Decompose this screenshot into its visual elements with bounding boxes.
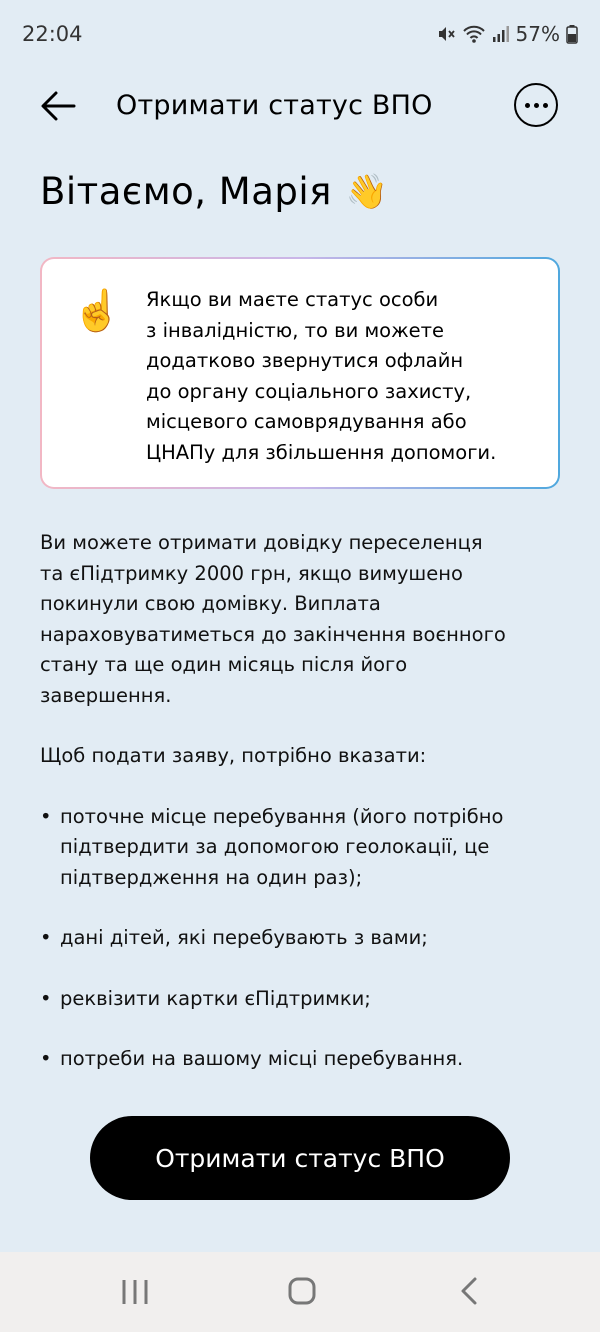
bullet-icon: • bbox=[40, 926, 52, 949]
back-icon[interactable] bbox=[450, 1274, 490, 1310]
status-time: 22:04 bbox=[22, 22, 83, 46]
more-horizontal-icon[interactable] bbox=[514, 83, 558, 127]
list-item: • поточне місце перебування (його потрібно підтвердити за допомогою геолокації, це підтвердження на один раз); bbox=[40, 802, 560, 894]
battery-icon bbox=[566, 24, 578, 44]
home-icon[interactable] bbox=[282, 1274, 322, 1310]
list-title: Щоб подати заяву, потрібно вказати: bbox=[40, 744, 427, 767]
bullet-icon: • bbox=[40, 986, 52, 1010]
list-item: • дані дітей, які перебувають з вами; bbox=[40, 923, 560, 954]
greeting-text: Вітаємо, Марія bbox=[40, 170, 332, 213]
status-bar bbox=[0, 0, 600, 70]
page-title: Отримати статус ВПО bbox=[116, 90, 433, 121]
list-item: • потреби на вашому місці перебування. bbox=[40, 1044, 560, 1075]
get-status-button[interactable]: Отримати статус ВПО bbox=[90, 1116, 510, 1200]
pointing-up-icon: ☝️ bbox=[72, 288, 122, 334]
battery-text: 57% bbox=[515, 22, 560, 46]
recent-apps-icon[interactable] bbox=[115, 1274, 155, 1310]
app-header bbox=[0, 78, 600, 138]
greeting bbox=[40, 170, 389, 213]
list-item: • реквізити картки єПідтримки; bbox=[40, 984, 560, 1015]
content bbox=[40, 528, 560, 1075]
bullet-icon: • bbox=[40, 804, 52, 828]
signal-icon bbox=[492, 24, 510, 44]
status-icons bbox=[436, 22, 578, 46]
wifi-icon bbox=[462, 24, 486, 44]
mute-icon bbox=[436, 24, 456, 44]
info-card bbox=[40, 257, 560, 489]
waving-hand-icon: 👋 bbox=[345, 171, 389, 212]
bullet-icon: • bbox=[40, 1047, 52, 1070]
system-nav-bar bbox=[0, 1252, 600, 1332]
arrow-left-icon[interactable] bbox=[36, 84, 80, 128]
info-card-text: Якщо ви маєте статус особи з інвалідністю, то ви можете додатково звернутися офлайн до органу соціального захисту, місцевого самоврядування або ЦНАПу для збільшення допомоги. bbox=[146, 288, 497, 464]
intro-text: Ви можете отримати довідку переселенця та єПідтримку 2000 грн, якщо вимушено покинули свою домівку. Виплата нараховуватиметься до закінчення воєнного стану та ще один місяць після його завершення. bbox=[40, 531, 506, 707]
